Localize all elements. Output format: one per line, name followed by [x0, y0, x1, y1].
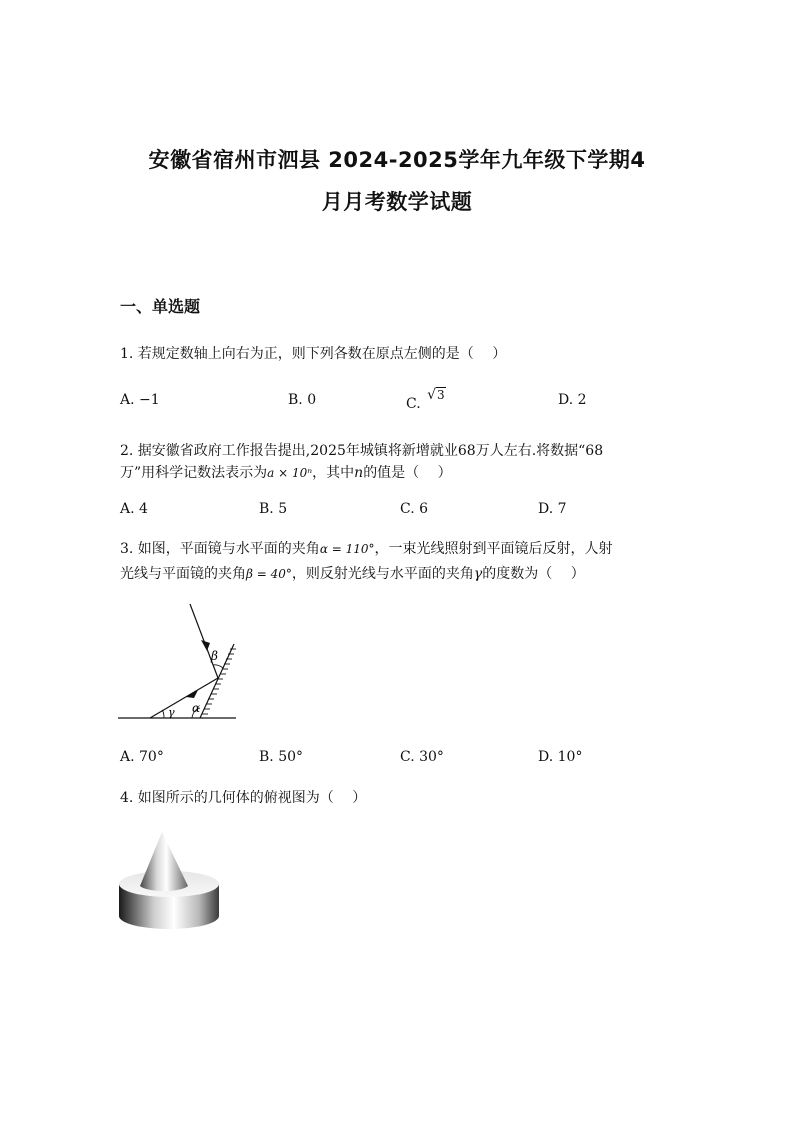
- label-beta: β: [211, 649, 218, 663]
- q3-option-a: A. 70°: [120, 749, 164, 765]
- sqrt-radicand: 3: [437, 388, 445, 402]
- geometric-solid-figure: [116, 828, 222, 932]
- q3-line-2-part-2: ，则反射光线与水平面的夹角: [291, 566, 474, 582]
- beta-expression: β = 40°: [246, 567, 292, 581]
- document-title-line-2: 月月考数学试题: [321, 190, 473, 214]
- alpha-expression: α = 110°: [319, 542, 375, 556]
- q2-option-a: A. 4: [120, 501, 148, 517]
- q3-option-d: D. 10°: [538, 749, 583, 765]
- mirror-reflection-diagram: [112, 598, 242, 726]
- question-2-line-1: 2. 据安徽省政府工作报告提出,2025年城镇将新增就业68万人左右.将数据“68: [120, 443, 604, 459]
- sqrt-expression: √3: [427, 387, 445, 403]
- reflected-ray-arrow: [186, 690, 198, 698]
- q2-option-d: D. 7: [538, 501, 567, 517]
- question-4-text: 4. 如图所示的几何体的俯视图为（ ）: [120, 790, 367, 806]
- reflected-ray: [150, 678, 218, 718]
- variable-n: n: [354, 465, 364, 481]
- q1-option-c: [406, 387, 446, 412]
- q3-line-1-part-1: 3. 如图，平面镜与水平面的夹角: [120, 541, 320, 557]
- q3-line-2-part-3: 的度数为（ ）: [482, 566, 585, 582]
- question-3-line-1: [120, 538, 613, 558]
- question-3-line-2: [120, 563, 585, 583]
- incident-ray-arrow: [201, 640, 210, 651]
- q1-option-d: D. 2: [558, 392, 587, 408]
- section-heading: 一、单选题: [120, 297, 201, 316]
- question-1-text: 1. 若规定数轴上向右为正，则下列各数在原点左侧的是（ ）: [120, 346, 507, 362]
- label-alpha: α: [192, 701, 201, 715]
- q2-option-b: B. 5: [259, 501, 288, 517]
- q2-line-2-part-2: ，其中: [312, 465, 355, 481]
- q2-option-c: C. 6: [400, 501, 429, 517]
- mirror-hatching: [202, 649, 236, 714]
- q1-option-c-label: C.: [406, 396, 421, 412]
- sci-notation-expression: a × 10ⁿ: [267, 466, 313, 480]
- q3-option-b: B. 50°: [259, 749, 304, 765]
- document-title-line-1: 安徽省宿州市泗县 2024-2025学年九年级下学期4: [148, 148, 646, 172]
- label-gamma: γ: [168, 706, 175, 719]
- q3-line-1-part-2: ，一束光线照射到平面镜后反射，人射: [374, 541, 613, 557]
- q2-line-2-part-1: 万”用科学记数法表示为: [120, 465, 268, 481]
- variable-gamma: γ: [473, 566, 483, 582]
- q2-line-2-part-3: 的值是（ ）: [363, 465, 452, 481]
- question-2-line-2: [120, 462, 452, 482]
- q1-option-a: A. −1: [120, 392, 160, 408]
- cone: [140, 832, 188, 891]
- q3-line-2-part-1: 光线与平面镜的夹角: [120, 566, 246, 582]
- q1-option-b: B. 0: [288, 392, 317, 408]
- q3-option-c: C. 30°: [400, 749, 444, 765]
